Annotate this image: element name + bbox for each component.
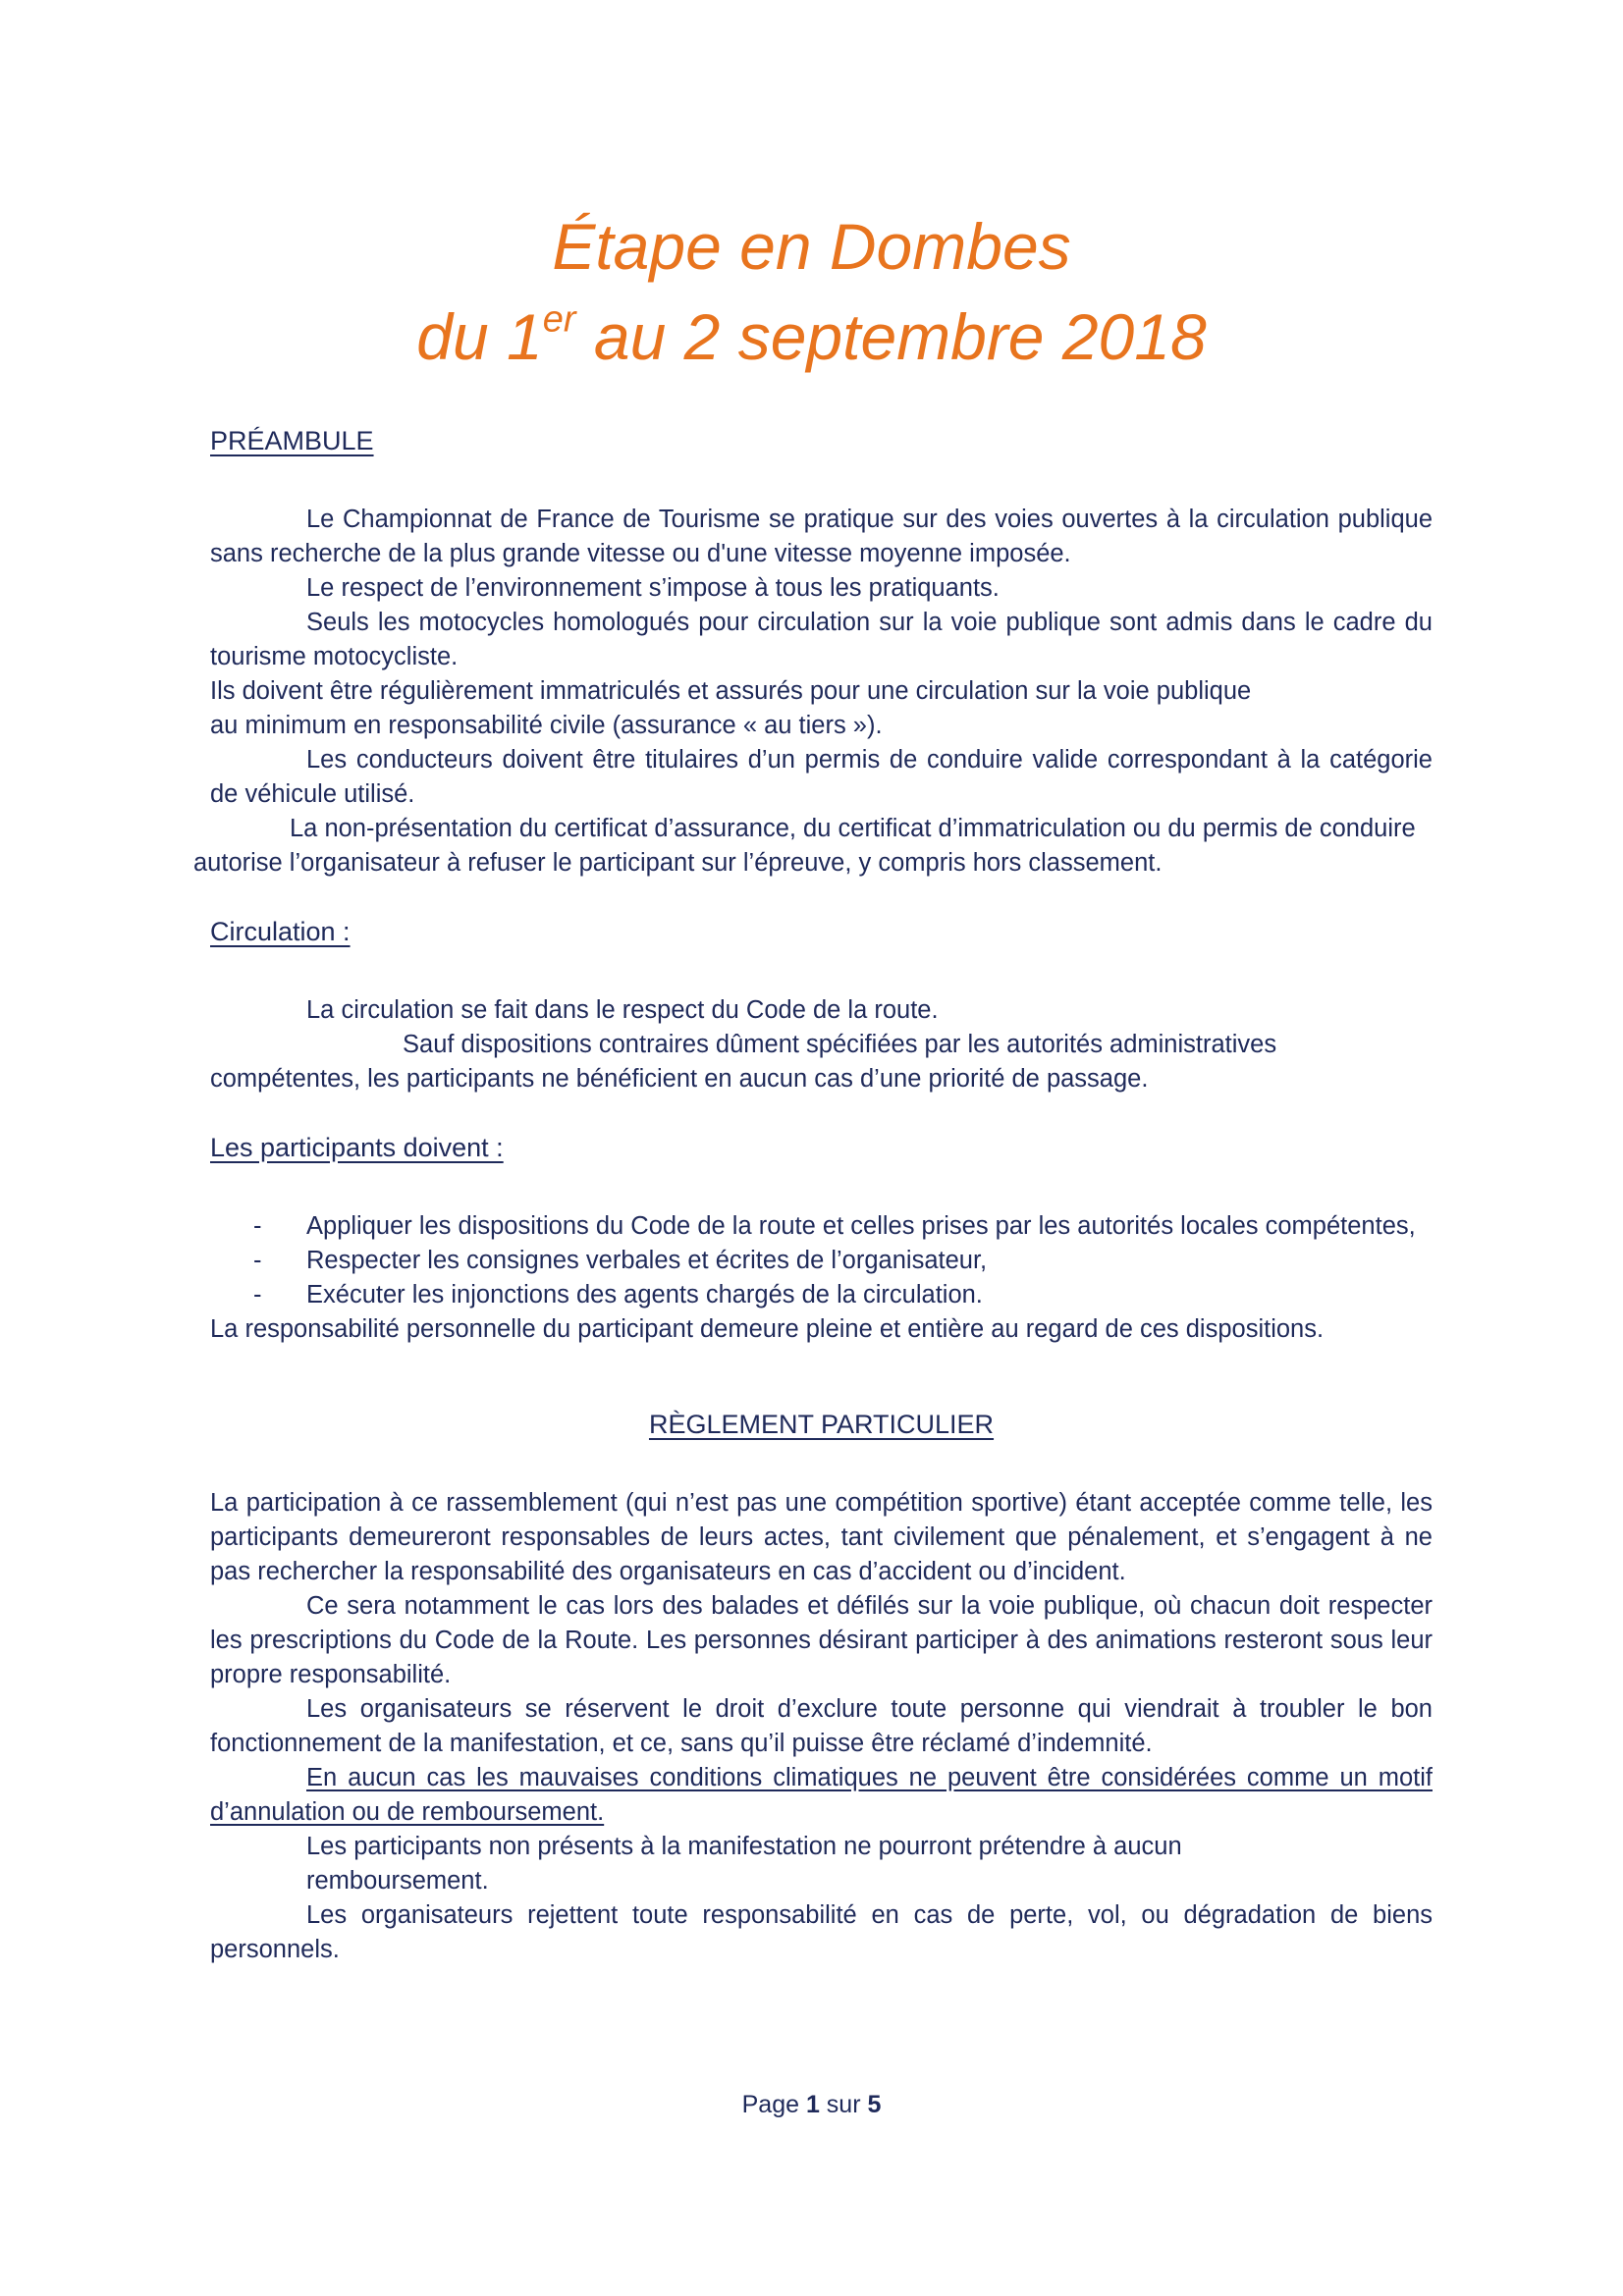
preambule-paragraph <box>210 674 1433 743</box>
dash-bullet: - <box>253 1212 262 1240</box>
list-item-text: Exécuter les injonctions des agents chargés de la circulation. <box>306 1281 983 1308</box>
preambule-heading: PRÉAMBULE <box>210 426 374 455</box>
list-item <box>210 1209 1433 1244</box>
circulation-line: Sauf dispositions contraires dûment spécifiées par les autorités administratives <box>403 1031 1277 1058</box>
list-item-text: Respecter les consignes verbales et écrites de l’organisateur, <box>306 1247 988 1274</box>
reglement-paragraph <box>210 1830 1433 1898</box>
footer-prefix: Page <box>741 2091 806 2118</box>
dash-bullet: - <box>253 1281 262 1308</box>
list-item <box>210 1244 1433 1278</box>
list-item <box>210 1278 1433 1312</box>
circulation-paragraph: La circulation se fait dans le respect du Code de la route. <box>306 996 939 1024</box>
reglement-paragraph: Les organisateurs se réservent le droit d’exclure toute personne qui viendrait à troubler le bon fonctionnement de la manifestation, et ce, sans qu’il puisse être réclamé d’indemnité. <box>210 1695 1433 1757</box>
footer-middle: sur <box>819 2091 868 2118</box>
reglement-heading: RÈGLEMENT PARTICULIER <box>648 1410 995 1439</box>
preambule-paragraph: La non-présentation du certificat d’assurance, du certificat d’immatriculation ou du permis de conduire autorise l’organisateur à refuser le participant sur l’épreuve, y compris hors classement. <box>193 815 1416 877</box>
list-item-text: Appliquer les dispositions du Code de la route et celles prises par les autorités locales compétentes, <box>306 1212 1416 1240</box>
participants-list <box>210 1209 1433 1312</box>
circulation-heading: Circulation : <box>210 917 351 946</box>
participants-heading: Les participants doivent : <box>210 1133 504 1162</box>
reglement-paragraph-underlined: En aucun cas les mauvaises conditions climatiques ne peuvent être considérées comme un motif d’annulation ou de remboursement. <box>210 1764 1433 1826</box>
footer-total-pages: 5 <box>867 2091 882 2118</box>
title-date-prefix: du 1 <box>416 300 543 373</box>
title-date-superscript: er <box>542 298 576 341</box>
preambule-paragraph: Le Championnat de France de Tourisme se pratique sur des voies ouvertes à la circulation publique sans recherche de la plus grande vitesse ou d'une vitesse moyenne imposée. <box>210 506 1433 567</box>
preambule-paragraph: Le respect de l’environnement s’impose à tous les pratiquants. <box>306 574 1000 602</box>
preambule-paragraph: Seuls les motocycles homologués pour circulation sur la voie publique sont admis dans le cadre du tourisme motocycliste. <box>210 609 1433 670</box>
reglement-line: remboursement. <box>306 1867 489 1895</box>
document-title-line1: Étape en Dombes <box>552 210 1071 283</box>
reglement-paragraph: Ce sera notamment le cas lors des balades et défilés sur la voie publique, où chacun doit respecter les prescriptions du Code de la Route. Les personnes désirant participer à des animations resteront sous leur propre responsabilité. <box>210 1592 1433 1688</box>
circulation-line: compétentes, les participants ne bénéficient en aucun cas d’une priorité de passage. <box>210 1065 1149 1093</box>
document-title-line2 <box>0 298 1623 373</box>
document-body <box>193 424 1433 1967</box>
page-footer <box>0 2091 1623 2119</box>
dash-bullet: - <box>253 1247 262 1274</box>
reglement-line: Les participants non présents à la manifestation ne pourront prétendre à aucun <box>306 1833 1182 1860</box>
reglement-paragraph: Les organisateurs rejettent toute responsabilité en cas de perte, vol, ou dégradation de biens personnels. <box>210 1901 1433 1963</box>
participants-closing: La responsabilité personnelle du participant demeure pleine et entière au regard de ces dispositions. <box>210 1315 1325 1343</box>
reglement-paragraph: La participation à ce rassemblement (qui n’est pas une compétition sportive) étant acceptée comme telle, les participants demeureront responsables de leurs actes, tant civilement que pénalement, et s’engagent à ne pas rechercher la responsabilité des organisateurs en cas d’accident ou d’incident. <box>210 1489 1433 1585</box>
title-date-suffix: au 2 septembre 2018 <box>575 300 1207 373</box>
footer-current-page: 1 <box>805 2091 820 2118</box>
preambule-line: au minimum en responsabilité civile (assurance « au tiers »). <box>210 712 883 739</box>
preambule-paragraph: Les conducteurs doivent être titulaires d’un permis de conduire valide correspondant à la catégorie de véhicule utilisé. <box>210 746 1433 808</box>
circulation-paragraph <box>210 1028 1433 1096</box>
preambule-line: Ils doivent être régulièrement immatriculés et assurés pour une circulation sur la voie publique <box>210 677 1252 705</box>
